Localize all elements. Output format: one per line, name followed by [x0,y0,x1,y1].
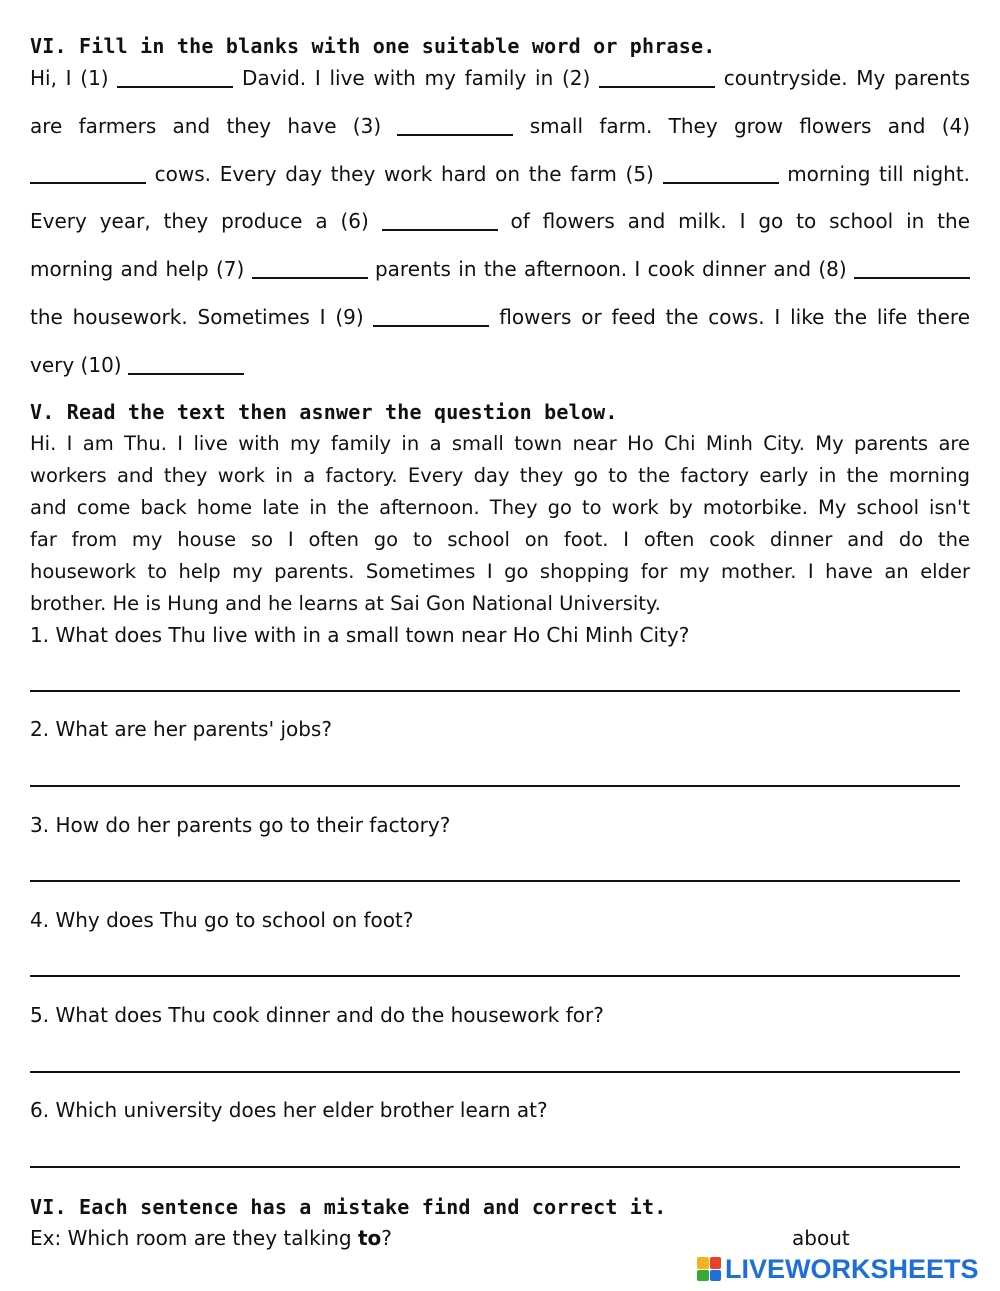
fill-line-5: morning and help (7) parents in the afternoon. I cook dinner and (8) [30,257,970,281]
answer-line-1[interactable] [30,690,960,692]
blank-5[interactable] [663,164,779,184]
example-punct: ? [381,1226,392,1250]
section-heading-mistakes: VI. Each sentence has a mistake find and correct it. [30,1195,667,1219]
question-3: 3. How do her parents go to their factory? [30,813,451,837]
question-5: 5. What does Thu cook dinner and do the housework for? [30,1003,604,1027]
question-4: 4. Why does Thu go to school on foot? [30,908,414,932]
blank-3[interactable] [397,116,513,136]
reading-passage [30,428,970,620]
liveworksheets-logo-icon [697,1257,721,1281]
fill-line-3: cows. Every day they work hard on the farm (5) morning till night. [30,162,970,186]
blank-9[interactable] [373,307,489,327]
passage-line: brother. He is Hung and he learns at Sai Gon National University. [30,592,661,615]
passage-line: and come back home late in the afternoon. They go to work by motorbike. My school isn't [30,496,970,519]
passage-line: workers and they work in a factory. Every day they go to the factory early in the morning [30,464,970,487]
answer-line-5[interactable] [30,1071,960,1073]
section-heading-fill-blanks: VI. Fill in the blanks with one suitable word or phrase. [30,34,716,58]
fill-line-2: are farmers and they have (3) small farm. They grow flowers and (4) [30,114,971,138]
blank-1[interactable] [117,68,233,88]
passage-line: housework to help my parents. Sometimes I go shopping for my mother. I have an elder [30,560,970,583]
blank-6[interactable] [382,211,498,231]
blank-4[interactable] [30,164,146,184]
fill-line-7: very (10) [30,353,970,377]
example-correction: about [792,1226,850,1250]
blank-10[interactable] [128,355,244,375]
section-heading-reading: V. Read the text then asnwer the question below. [30,400,618,424]
blank-7[interactable] [252,259,368,279]
example-text: Ex: Which room are they talking [30,1226,358,1250]
liveworksheets-logo-text: LIVEWORKSHEETS [725,1253,979,1284]
fill-line-4: Every year, they produce a (6) of flowers and milk. I go to school in the [30,209,970,233]
answer-line-2[interactable] [30,785,960,787]
fill-line-1: Hi, I (1) David. I live with my family in (2) countryside. My parents [30,66,971,90]
fill-line-6: the housework. Sometimes I (9) flowers or feed the cows. I like the life there [30,305,971,329]
blank-2[interactable] [599,68,715,88]
blank-8[interactable] [854,259,970,279]
liveworksheets-logo [697,1255,979,1283]
question-2: 2. What are her parents' jobs? [30,717,332,741]
answer-line-3[interactable] [30,880,960,882]
passage-line: far from my house so I often go to school on foot. I often cook dinner and do the [30,528,970,551]
question-1: 1. What does Thu live with in a small town near Ho Chi Minh City? [30,623,690,647]
answer-line-4[interactable] [30,975,960,977]
example-sentence [30,1226,392,1250]
example-mistake-word: to [357,1226,382,1250]
answer-line-6[interactable] [30,1166,960,1168]
passage-line: Hi. I am Thu. I live with my family in a small town near Ho Chi Minh City. My parents are [30,432,970,455]
question-6: 6. Which university does her elder brother learn at? [30,1098,548,1122]
